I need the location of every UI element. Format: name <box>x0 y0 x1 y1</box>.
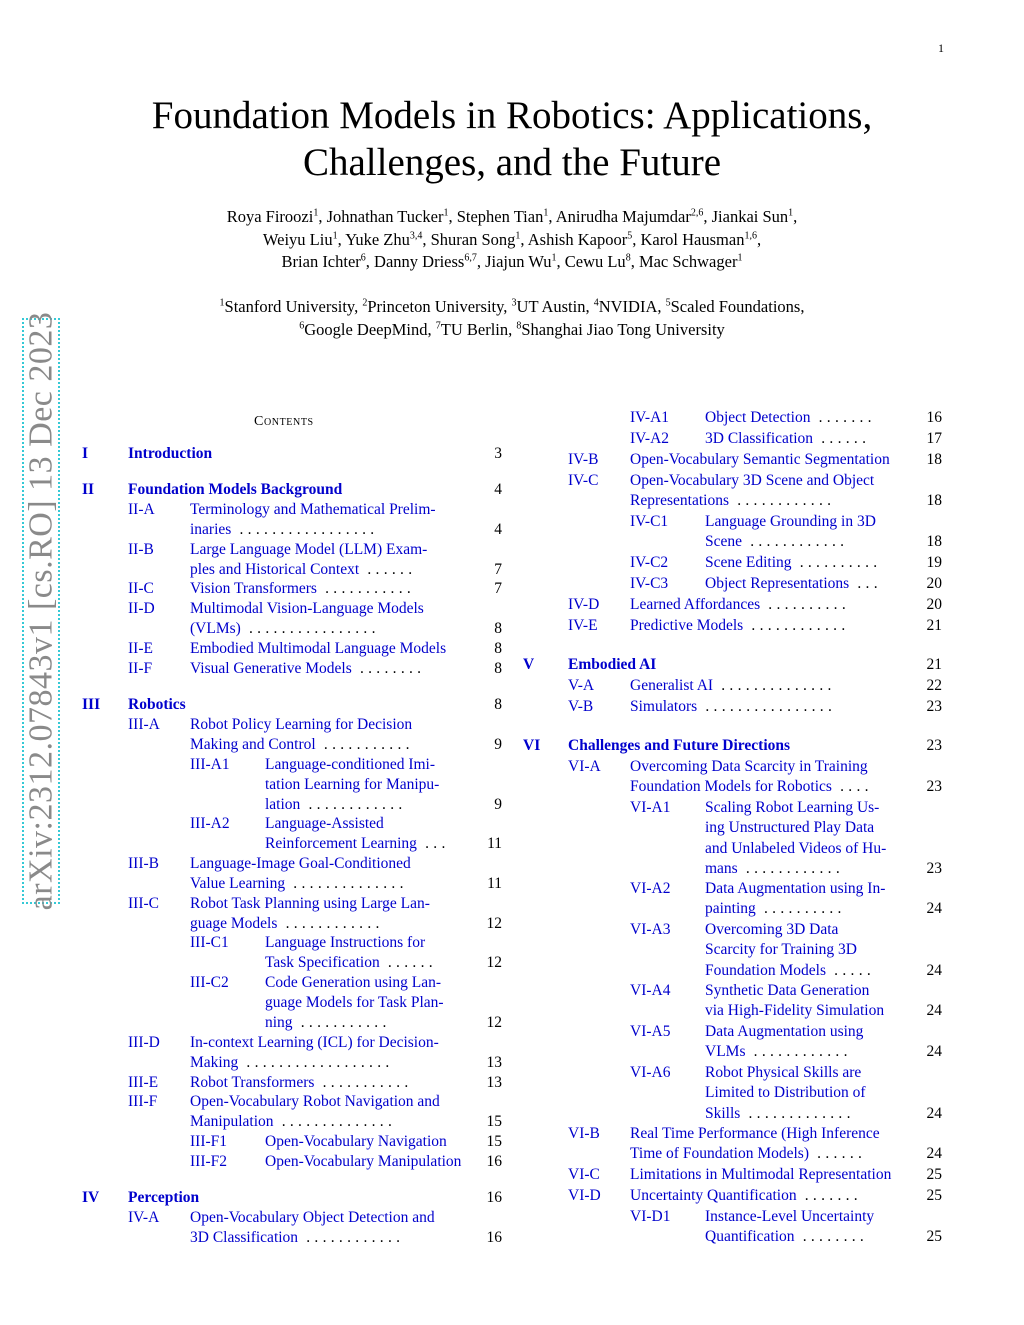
toc-entry-title[interactable]: Predictive Models <box>630 617 744 634</box>
paper-title <box>0 92 1024 186</box>
toc-entry-number[interactable]: III-F <box>128 1093 158 1110</box>
toc-entry-number[interactable]: III-B <box>128 855 159 872</box>
toc-entry-title[interactable]: Instance-Level Uncertainty <box>705 1208 875 1225</box>
toc-page-number: 7 <box>494 580 502 597</box>
toc-page-number: 12 <box>486 1014 502 1031</box>
toc-entry-number[interactable]: IV-A2 <box>630 430 670 447</box>
toc-page-number: 9 <box>494 796 502 813</box>
toc-page-number: 24 <box>926 900 942 918</box>
toc-leader-dots: .......... <box>755 900 846 918</box>
toc-entry-number[interactable]: VI-A6 <box>630 1064 671 1081</box>
toc-entry-title[interactable]: tation Learning for Manipu- <box>265 776 440 793</box>
toc-entry-title[interactable]: Manipulation <box>190 1113 274 1130</box>
toc-entry-number[interactable]: III-A2 <box>190 815 230 832</box>
toc-entry-number[interactable]: IV <box>82 1189 100 1206</box>
toc-entry-title[interactable]: Data Augmentation using <box>705 1023 864 1040</box>
toc-page-number: 23 <box>926 859 942 877</box>
toc-entry-title[interactable]: ing Unstructured Play Data <box>705 819 875 837</box>
page-number: 1 <box>938 41 944 55</box>
toc-entry-title[interactable]: inaries <box>190 521 232 538</box>
toc-entry-title[interactable]: Making <box>190 1054 239 1071</box>
toc-leader-dots: ........... <box>316 580 416 597</box>
toc-entry-number[interactable]: VI-A2 <box>630 880 671 897</box>
toc-entry-title[interactable]: Large Language Model (LLM) Exam- <box>190 541 428 558</box>
toc-leader-dots: ...... <box>359 561 417 578</box>
toc-leader-dots: ............ <box>300 796 407 813</box>
toc-leader-dots: ..... <box>826 961 876 979</box>
toc-entry-title[interactable]: via High-Fidelity Simulation <box>705 1002 885 1020</box>
toc-entry-title[interactable]: Scene <box>705 533 743 551</box>
toc-entry-title[interactable]: Embodied AI <box>568 656 657 673</box>
toc-page-number: 3 <box>494 445 502 462</box>
toc-entry-title[interactable]: Robot Physical Skills are <box>705 1064 862 1081</box>
toc-page-number: 8 <box>494 660 502 677</box>
toc-entry-title[interactable]: Time of Foundation Models) <box>630 1145 809 1163</box>
toc-leader-dots: ....... <box>796 1187 862 1204</box>
toc-page-number: 22 <box>926 677 942 694</box>
toc-entry-title[interactable]: Reinforcement Learning <box>265 835 417 852</box>
toc-entry-title[interactable]: Foundation Models <box>705 961 826 979</box>
toc-entry-title[interactable]: Uncertainty Quantification <box>630 1187 797 1204</box>
toc-entry-number[interactable]: III-F1 <box>190 1133 228 1150</box>
toc-page-number: 24 <box>926 1043 942 1061</box>
toc-entry-number[interactable]: V <box>523 656 535 673</box>
toc-entry-title[interactable]: Terminology and Mathematical Prelim- <box>190 501 436 518</box>
toc-leader-dots: .......... <box>791 554 882 571</box>
toc-entry-title[interactable]: Open-Vocabulary Robot Navigation and <box>190 1093 440 1110</box>
toc-entry-title[interactable]: and Unlabeled Videos of Hu- <box>705 839 887 857</box>
toc-entry-number[interactable]: IV-C1 <box>630 513 669 530</box>
author-line-2: Weiyu Liu$^1$, Yuke Zhu$^{3,4}$, Shuran Song$^1$, Ashish Kapoor$^5$, Karol Hausman$^{1,6}$, <box>262 229 762 249</box>
toc-entry-title[interactable]: painting <box>705 900 756 918</box>
toc-entry-number[interactable]: II-A <box>128 501 155 518</box>
toc-leader-dots: ................ <box>697 698 837 715</box>
toc-entry-title[interactable]: Challenges and Future Directions <box>568 737 791 754</box>
toc-entry-number[interactable]: VI-A <box>568 758 601 775</box>
toc-entry-title[interactable]: Synthetic Data Generation <box>705 982 870 999</box>
toc-leader-dots: ............ <box>729 492 836 510</box>
toc-entry-number[interactable]: VI-A3 <box>630 921 671 938</box>
toc-entry-title[interactable]: In-context Learning (ICL) for Decision- <box>190 1034 439 1051</box>
toc-entry-number[interactable]: II-B <box>128 541 154 558</box>
toc-entry-title[interactable]: Vision Transformers <box>190 580 317 597</box>
toc-entry-number[interactable]: IV-A1 <box>630 409 670 426</box>
toc-leader-dots: ....... <box>810 409 876 426</box>
toc-entry-title[interactable]: 3D Classification <box>190 1229 299 1246</box>
toc-page-number: 13 <box>486 1074 502 1091</box>
toc-entry-number[interactable]: IV-C <box>568 472 599 489</box>
toc-entry-title[interactable]: Representations <box>630 492 730 510</box>
toc-page-number: 24 <box>926 1104 942 1122</box>
toc-leader-dots: ...... <box>808 1145 867 1163</box>
toc-entry-title[interactable]: Limited to Distribution of <box>705 1084 866 1102</box>
toc-leader-dots: ... <box>849 575 882 592</box>
toc-entry-number[interactable]: III-A <box>128 716 160 733</box>
toc-entry-number[interactable]: VI-A4 <box>630 982 671 999</box>
toc-entry-title[interactable]: Object Detection <box>705 409 811 426</box>
toc-entry-number[interactable]: VI-C <box>568 1166 600 1183</box>
toc-leader-dots: ............ <box>298 1229 405 1246</box>
toc-entry-title[interactable]: Quantification <box>705 1228 795 1246</box>
toc-entry-title[interactable]: Language Grounding in 3D <box>705 513 876 530</box>
toc-entry-title[interactable]: Code Generation using Lan- <box>265 974 442 991</box>
toc-entry-title[interactable]: Overcoming 3D Data <box>705 921 839 938</box>
toc-entry-title[interactable]: Skills <box>705 1104 741 1122</box>
toc-page-number: 8 <box>494 640 502 657</box>
toc-page-number: 8 <box>494 620 502 637</box>
toc-leader-dots: ............ <box>277 915 384 932</box>
toc-page-number: 19 <box>926 554 942 571</box>
toc-leader-dots: ........... <box>315 736 414 753</box>
author-line-1: Roya Firoozi$^1$, Johnathan Tucker$^1$, Stephen Tian$^1$, Anirudha Majumdar$^{2,6}$, Jiankai Sun$^1$, <box>226 207 798 226</box>
title-line-2: Challenges, and the Future <box>302 141 722 184</box>
toc-entry-number[interactable]: III-E <box>128 1074 159 1091</box>
toc-entry-title[interactable]: Language Instructions for <box>265 934 426 951</box>
toc-entry-title[interactable]: (VLMs) <box>190 620 241 637</box>
toc-entry-number[interactable]: IV-D <box>568 596 600 613</box>
toc-entry-number[interactable]: VI <box>523 737 541 754</box>
toc-entry-title[interactable]: Open-Vocabulary Object Detection and <box>190 1209 435 1226</box>
toc-leader-dots: ............. <box>740 1104 855 1122</box>
toc-leader-dots: ........... <box>314 1074 413 1091</box>
toc-entry-title[interactable]: ning <box>265 1014 293 1031</box>
toc-heading: Contents <box>254 414 314 429</box>
toc-entry-title[interactable]: Object Representations <box>705 575 850 592</box>
toc-entry-title[interactable]: ples and Historical Context <box>190 561 360 578</box>
toc-page-number: 7 <box>494 561 502 578</box>
toc-page-number: 25 <box>926 1166 942 1183</box>
toc-page-number: 23 <box>926 737 942 754</box>
toc-entry-number[interactable]: IV-C3 <box>630 575 669 592</box>
toc-leader-dots: ............ <box>737 859 844 877</box>
toc-leader-dots: ............ <box>745 1043 852 1061</box>
toc-page-number: 18 <box>926 451 942 468</box>
toc-page-number: 16 <box>486 1229 502 1246</box>
toc-entry-title[interactable]: Perception <box>128 1189 200 1206</box>
toc-page-number: 21 <box>926 617 942 634</box>
toc-entry-number[interactable]: VI-A5 <box>630 1023 671 1040</box>
toc-leader-dots: .... <box>831 778 873 796</box>
toc-page-number: 20 <box>926 575 942 592</box>
toc-entry-number[interactable]: V-B <box>568 698 594 715</box>
toc-entry-title[interactable]: Open-Vocabulary Semantic Segmentation <box>630 451 890 468</box>
toc-entry-number[interactable]: V-A <box>568 677 595 694</box>
toc-entry-title[interactable]: 3D Classification <box>705 430 814 447</box>
toc-entry-number[interactable]: VI-A1 <box>630 799 671 816</box>
toc-entry-title[interactable]: Introduction <box>128 445 213 462</box>
toc-leader-dots: .................. <box>238 1054 394 1071</box>
toc-page-number: 13 <box>486 1054 502 1071</box>
toc-entry-title[interactable]: Learned Affordances <box>630 596 761 613</box>
toc-leader-dots: ........ <box>351 660 426 677</box>
toc-page-number: 8 <box>494 696 502 713</box>
toc-entry-number[interactable]: III-A1 <box>190 756 230 773</box>
title-line-1: Foundation Models in Robotics: Applications, <box>151 94 873 137</box>
toc-page-number: 16 <box>926 409 942 426</box>
toc-page-number: 18 <box>926 533 942 551</box>
toc-leader-dots: ................ <box>240 620 380 637</box>
toc-entry-title[interactable]: Embodied Multimodal Language Models <box>190 640 447 657</box>
toc-entry-title[interactable]: Multimodal Vision-Language Models <box>190 600 424 617</box>
toc-page-number: 12 <box>486 954 502 971</box>
toc-entry-title[interactable]: Foundation Models Background <box>128 481 343 498</box>
toc-entry-title[interactable]: Limitations in Multimodal Representation <box>630 1166 892 1183</box>
toc-leader-dots: ........... <box>292 1014 391 1031</box>
toc-entry-number[interactable]: I <box>82 445 89 462</box>
toc-leader-dots: ................. <box>231 521 379 538</box>
toc-entry-title[interactable]: Simulators <box>630 698 698 715</box>
toc-entry-number[interactable]: VI-B <box>568 1125 600 1142</box>
toc-page-number: 9 <box>494 736 502 753</box>
toc-entry-title[interactable]: Language-Assisted <box>265 815 384 832</box>
toc-entry-title[interactable]: lation <box>265 796 301 813</box>
toc-page-number: 16 <box>486 1153 502 1170</box>
toc-entry-number[interactable]: IV-C2 <box>630 554 669 571</box>
toc-entry-title[interactable]: Open-Vocabulary Navigation <box>265 1133 447 1150</box>
toc-page-number: 25 <box>926 1228 942 1246</box>
toc-entry-number[interactable]: IV-A <box>128 1209 160 1226</box>
toc-page-number: 12 <box>486 915 502 932</box>
toc-leader-dots: .............. <box>285 875 408 892</box>
toc-leader-dots: ............ <box>743 617 850 634</box>
toc-leader-dots: ... <box>416 835 450 852</box>
toc-entry-number[interactable]: III-D <box>128 1034 160 1051</box>
toc-entry-number[interactable]: II-E <box>128 640 153 657</box>
toc-page-number: 18 <box>926 492 942 510</box>
toc-entry-number[interactable]: VI-D1 <box>630 1208 671 1225</box>
toc-page-number: 15 <box>486 1133 502 1150</box>
toc-entry-title[interactable]: Scarcity for Training 3D <box>705 941 857 959</box>
toc-entry-title[interactable]: Scene Editing <box>705 554 792 571</box>
toc-entry-title[interactable]: Overcoming Data Scarcity in Training <box>630 758 868 775</box>
toc-leader-dots: ...... <box>379 954 437 971</box>
toc-entry-title[interactable]: Visual Generative Models <box>190 660 352 677</box>
toc-page-number: 21 <box>926 656 942 673</box>
toc-page-number: 16 <box>486 1189 502 1206</box>
toc-entry-title[interactable]: Real Time Performance (High Inference <box>630 1125 880 1142</box>
toc-page-number: 24 <box>926 1002 942 1020</box>
toc-page-number: 20 <box>926 596 942 613</box>
toc-entry-number[interactable]: III-F2 <box>190 1153 228 1170</box>
toc-entry-title[interactable]: Open-Vocabulary 3D Scene and Object <box>630 472 875 489</box>
toc-entry-number[interactable]: II-D <box>128 600 155 617</box>
toc-entry-title[interactable]: Task Specification <box>265 954 380 971</box>
toc-entry-title[interactable]: guage Models for Task Plan- <box>265 994 444 1011</box>
toc-page-number: 23 <box>926 698 942 715</box>
author-line-3: Brian Ichter$^6$, Danny Driess$^{6,7}$, Jiajun Wu$^1$, Cewu Lu$^8$, Mac Schwager$^1$ <box>281 252 743 271</box>
toc-leader-dots: ...... <box>813 430 871 447</box>
toc-entry-number[interactable]: III-C1 <box>190 934 229 951</box>
toc-entry-number[interactable]: II <box>82 481 95 498</box>
toc-entry-number[interactable]: III-C2 <box>190 974 229 991</box>
toc-entry-number[interactable]: II-C <box>128 580 154 597</box>
toc-entry-title[interactable]: VLMs <box>705 1043 746 1061</box>
toc-entry-title[interactable]: Language-conditioned Imi- <box>265 756 436 773</box>
toc-entry-number[interactable]: VI-D <box>568 1187 601 1204</box>
toc-page-number: 11 <box>487 835 502 852</box>
toc-entry-title[interactable]: Robot Transformers <box>190 1074 315 1091</box>
toc-page-number: 24 <box>926 1145 942 1163</box>
toc-page-number: 15 <box>486 1113 502 1130</box>
toc-entry-title[interactable]: Value Learning <box>190 875 286 892</box>
affiliation-list <box>0 296 1024 341</box>
toc-leader-dots: ............ <box>742 533 849 551</box>
toc-leader-dots: ........ <box>794 1228 869 1246</box>
toc-leader-dots: .............. <box>273 1113 397 1130</box>
toc-leader-dots: .............. <box>713 677 836 694</box>
author-list <box>0 206 1024 274</box>
toc-entry-number[interactable]: IV-B <box>568 451 599 468</box>
toc-entry-title[interactable]: mans <box>705 859 738 877</box>
toc-entry-title[interactable]: Robot Policy Learning for Decision <box>190 716 413 733</box>
toc-page-number: 4 <box>494 521 502 538</box>
toc-page-number: 4 <box>494 481 502 498</box>
toc-entry-title[interactable]: guage Models <box>190 915 278 932</box>
toc-entry-number[interactable]: III-C <box>128 895 159 912</box>
toc-page-number: 17 <box>926 430 942 447</box>
toc-entry-title[interactable]: Generalist AI <box>630 677 714 694</box>
toc-entry-title[interactable]: Robotics <box>128 696 186 713</box>
toc-entry-title[interactable]: Scaling Robot Learning Us- <box>705 799 880 816</box>
toc-entry-number[interactable]: IV-E <box>568 617 598 634</box>
toc-page-number: 11 <box>487 875 502 892</box>
toc-entry-number[interactable]: II-F <box>128 660 153 677</box>
toc-leader-dots: .......... <box>760 596 851 613</box>
arxiv-stamp[interactable] <box>22 311 60 911</box>
toc-page-number: 24 <box>926 961 942 979</box>
affiliation-line-2: $^6$Google DeepMind, $^7$TU Berlin, $^8$Shanghai Jiao Tong University <box>299 319 725 339</box>
affiliation-line-1: $^1$Stanford University, $^2$Princeton University, $^3$UT Austin, $^4$NVIDIA, $^5$Scaled Foundations, <box>219 297 805 316</box>
toc-entry-title[interactable]: Language-Image Goal-Conditioned <box>190 855 411 872</box>
toc-page-number: 25 <box>926 1187 942 1204</box>
toc-entry-number[interactable]: III <box>82 696 101 713</box>
toc-entry-title[interactable]: Data Augmentation using In- <box>705 880 886 897</box>
toc-entry-title[interactable]: Foundation Models for Robotics <box>630 778 832 796</box>
toc-entry-title[interactable]: Robot Task Planning using Large Lan- <box>190 895 430 912</box>
toc-entry-title[interactable]: Making and Control <box>190 736 316 753</box>
toc-page-number: 23 <box>926 778 942 796</box>
arxiv-stamp-text: arXiv:2312.07843v1 [cs.RO] 13 Dec 2023 <box>22 311 60 911</box>
toc-entry-title[interactable]: Open-Vocabulary Manipulation <box>265 1153 462 1170</box>
